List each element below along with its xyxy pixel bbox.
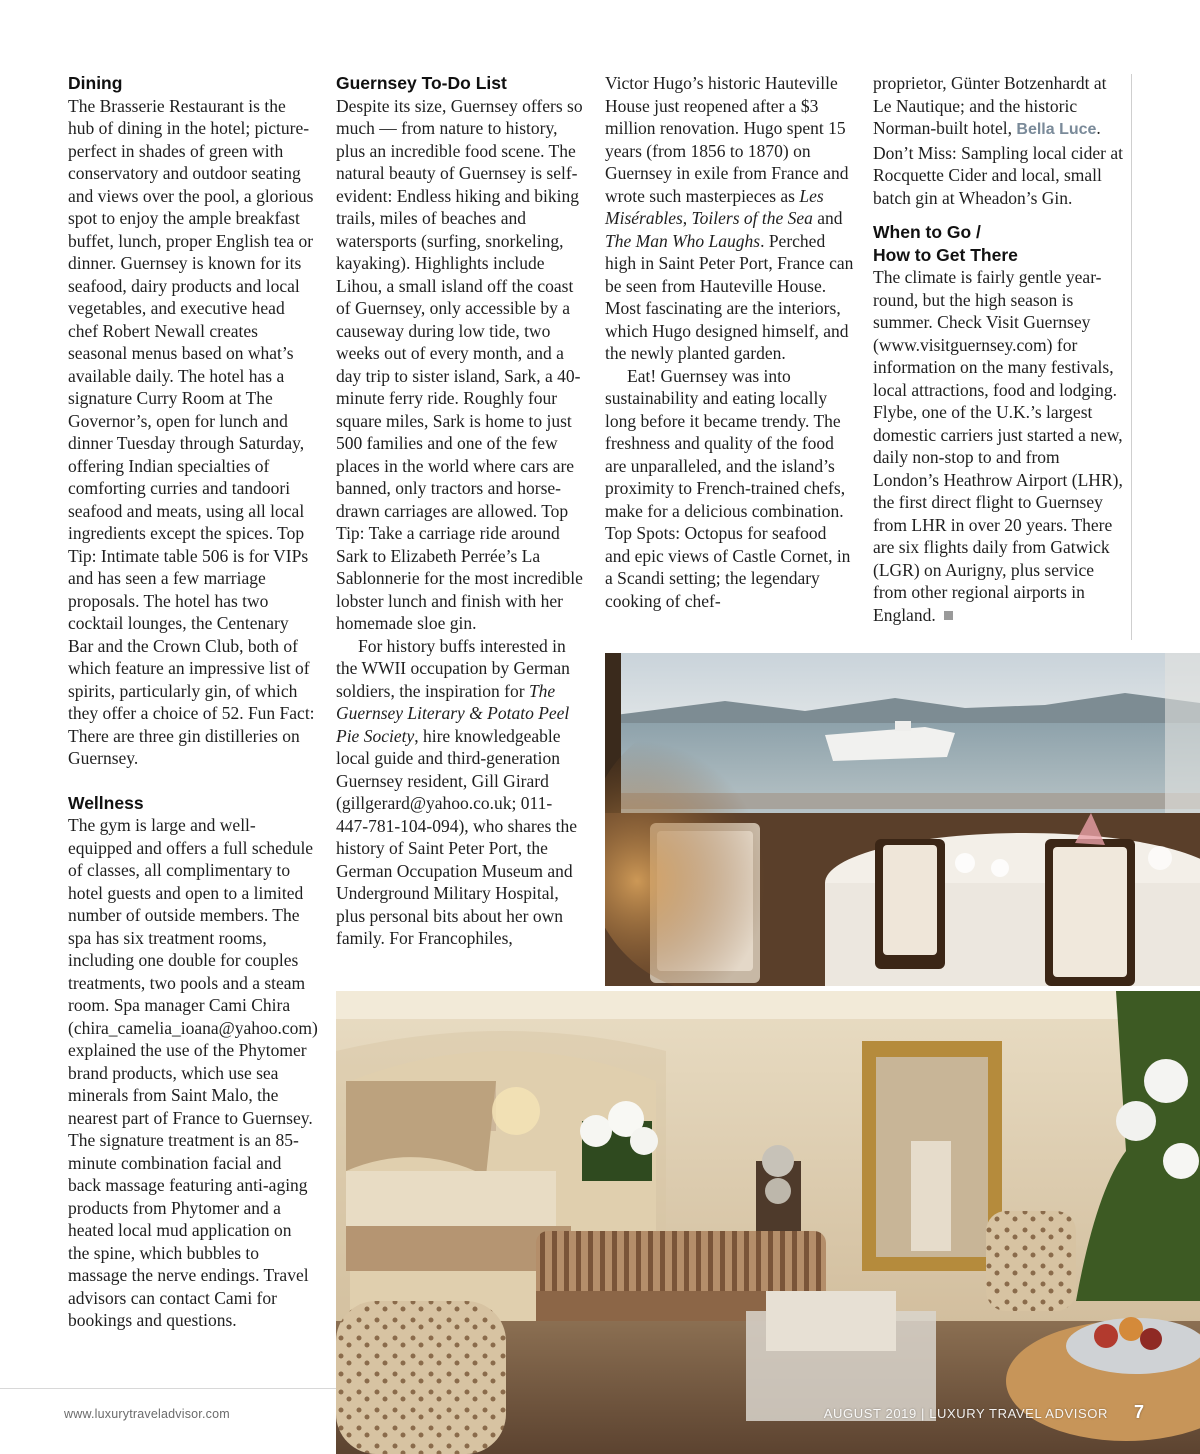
continuation-paragraph [873, 72, 1123, 209]
column-2 [336, 72, 584, 950]
hugo-sep-1: , [682, 208, 692, 228]
hugo-title-3: The Man Who Laughs [605, 230, 761, 251]
continuation-text-2: . Don’t Miss: Sampling local cider at Rocquette Cider and local, small batch gin at Wheadon’s Gin. [873, 118, 1123, 208]
column-divider [1131, 74, 1132, 640]
page-number: 7 [1133, 1402, 1144, 1422]
hugo-sep-2: and [812, 208, 843, 228]
column-1 [68, 72, 316, 1332]
hugo-text-2: . Perched high in Saint Peter Port, France can be seen from Hauteville House. Most fascinating are the interiors, which Hugo designed himself, and the newly planted garden. [605, 230, 854, 363]
history-paragraph [336, 635, 584, 950]
hugo-title-1: Les Misérables [605, 185, 824, 228]
history-text-1: For history buffs interested in the WWII occupation by German soldiers, the inspiration for [336, 635, 570, 701]
footer-website[interactable]: www.luxurytraveladvisor.com [64, 1407, 230, 1421]
column-3 [605, 72, 855, 612]
wellness-paragraph: The gym is large and well-equipped and offers a full schedule of classes, all complimentary to hotel guests and open to a limited number of outside members. The spa has six treatment rooms, including one double for couples treatments, two pools and a steam room. Spa manager Cami Chira (chira_camelia_ioana@yahoo.com) explained the use of the Phytomer brand products, which use sea minerals from Saint Malo, the nearest part of France to Guernsey. The signature treatment is an 85-minute combination facial and back massage featuring anti-aging products from Phytomer and a heated local mud application on the spine, which bubbles to massage the nerve endings. Travel advisors can contact Cami for bookings and questions. [68, 815, 318, 1330]
dining-room-photo [605, 653, 1200, 986]
when-text: The climate is fairly gentle year-round, but the high season is summer. Check Visit Guernsey (www.visitguernsey.com) for information on the many festivals, local attractions, food and lodging. Flybe, one of the U.K.’s largest domestic carriers just started a new, daily non-stop to and from London’s Heathrow Airport (LHR), the first direct flight to Guernsey from LHR in over 20 years. There are six flights daily from Gatwick (LGR) on Aurigny, plus service from other regional airports in England. [873, 267, 1123, 625]
wellness-heading: Wellness [68, 792, 144, 813]
dining-heading: Dining [68, 73, 123, 93]
column-4 [873, 72, 1123, 626]
end-mark-icon [944, 611, 953, 620]
footer-issue: AUGUST 2019 | LUXURY TRAVEL ADVISOR [823, 1406, 1108, 1421]
when-heading-line-1: When to Go / [873, 222, 981, 242]
hugo-title-2: Toilers of the Sea [691, 208, 813, 228]
when-paragraph [873, 266, 1123, 626]
history-text-2: , hire knowledgeable local guide and third-generation Guernsey resident, Gill Girard (gillgerard@yahoo.co.uk; 011-447-781-104-094), who shares the history of Saint Peter Port, the German Occupation Museum and Underground Military Hospital, plus personal bits about her own family. For Francophiles, [336, 725, 578, 948]
dining-paragraph: The Brasserie Restaurant is the hub of dining in the hotel; picture-perfect in shades of green with conservatory and outdoor seating and views over the pool, a glorious spot to enjoy the ample breakfast buffet, lunch, proper English tea or dinner. Guernsey is known for its seafood, dairy products and local vegetables, and executive head chef Robert Newall creates seasonal menus based on what’s available daily. The hotel has a signature Curry Room at The Governor’s, open for lunch and dinner Tuesday through Saturday, offering Indian specialties of comforting curries and tandoori seafood and meats, using all local ingredients except the spices. Top Tip: Intimate table 506 is for VIPs and has seen a few marriage proposals. The hotel has two cocktail lounges, the Centenary Bar and the Crown Club, both of which feature an impressive list of spirits, particularly gin, of which they offer a choice of 52. Fun Fact: There are three gin distilleries on Guernsey. [68, 95, 315, 768]
hugo-paragraph [605, 72, 855, 365]
suite-living-room-photo [336, 991, 1200, 1454]
eat-paragraph: Eat! Guernsey was into sustainability and eating locally long before it became trendy. The freshness and quality of the food are unparalleled, and the island’s proximity to French-trained chefs, make for a delicious combination. Top Spots: Octopus for seafood and epic views of Castle Cornet, in a Scandi setting; the legendary cooking of chef- [605, 365, 851, 611]
when-heading-line-2: How to Get There [873, 244, 1018, 265]
footer-rule [0, 1388, 336, 1389]
hugo-text-1: Victor Hugo’s historic Hauteville House just reopened after a $3 million renovation. Hugo spent 15 years (from 1856 to 1870) on Guernsey in exile from France and wrote such masterpieces as [605, 73, 849, 206]
bella-luce-link[interactable]: Bella Luce [1016, 121, 1097, 138]
todo-heading: Guernsey To-Do List [336, 73, 507, 93]
todo-paragraph: Despite its size, Guernsey offers so much — from nature to history, plus an incredible food scene. The natural beauty of Guernsey is self-evident: Endless hiking and biking trails, miles of beaches and watersports (surfing, snorkeling, kayaking). Highlights include Lihou, a small island off the coast of Guernsey, only accessible by a causeway during low tide, two weeks out of every month, and a day trip to sister island, Sark, a 40-minute ferry ride. Roughly four square miles, Sark is home to just 500 families and one of the few places in the world where cars are banned, only tractors and horse-drawn carriages are allowed. Top Tip: Take a carriage ride around Sark to Elizabeth Perrée’s La Sablonnerie for the most incredible lobster lunch and finish with her homemade sloe gin. [336, 95, 583, 633]
history-book-title: The Guernsey Literary & Potato Peel Pie Society [336, 680, 570, 746]
continuation-text-1: proprietor, Günter Botzenhardt at Le Nautique; and the historic Norman-built hotel, [873, 73, 1107, 138]
